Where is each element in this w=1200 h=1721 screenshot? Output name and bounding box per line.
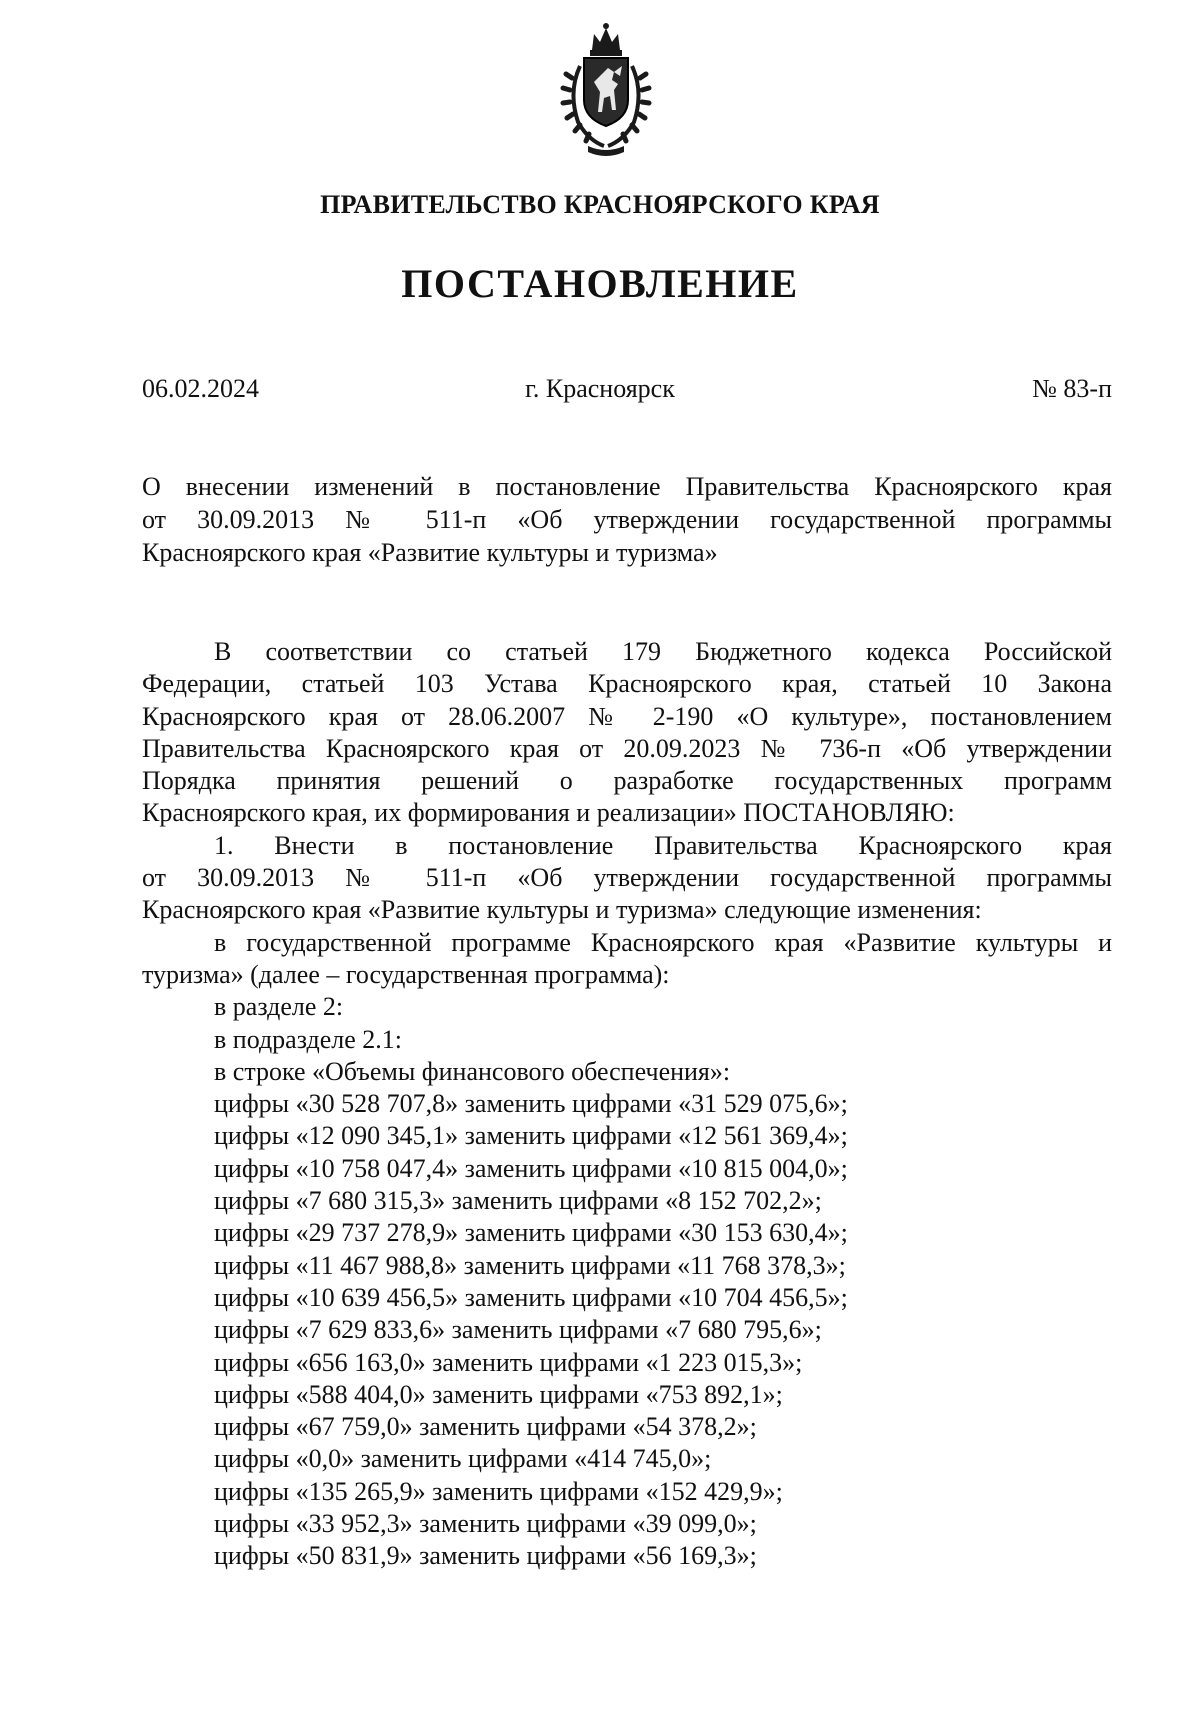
subject-line: от 30.09.2013 № 511-п «Об утверждении государственной программы	[142, 505, 1112, 534]
coat-of-arms-icon	[558, 22, 654, 158]
program-line: туризма» (далее – государственная программа):	[142, 959, 670, 989]
item-1-line: Красноярского края «Развитие культуры и туризма» следующие изменения:	[142, 895, 982, 925]
item-1-line: 1. Внести в постановление Правительства Красноярского края	[214, 830, 1112, 860]
preamble-line: В соответствии со статьей 179 Бюджетного кодекса Российской	[214, 637, 1112, 666]
document-body	[142, 636, 1112, 1573]
document-subject	[142, 470, 1112, 569]
replacement-line: цифры «7 629 833,6» заменить цифрами «7 680 795,6»;	[214, 1315, 822, 1345]
replacement-line: цифры «50 831,9» заменить цифрами «56 169,3»;	[214, 1541, 757, 1571]
preamble-line: Правительства Красноярского края от 20.09.2023 № 736-п «Об утверждении	[142, 733, 1112, 763]
section-line: в разделе 2:	[214, 992, 344, 1022]
replacement-line: цифры «30 528 707,8» заменить цифрами «31 529 075,6»;	[214, 1089, 848, 1119]
document-date: 06.02.2024	[142, 374, 259, 403]
subsection-line: в подразделе 2.1:	[214, 1024, 403, 1054]
replacement-line: цифры «67 759,0» заменить цифрами «54 378,2»;	[214, 1412, 757, 1442]
replacement-line: цифры «12 090 345,1» заменить цифрами «12 561 369,4»;	[214, 1121, 848, 1151]
organization-title: ПРАВИТЕЛЬСТВО КРАСНОЯРСКОГО КРАЯ	[320, 190, 880, 219]
preamble-line: Федерации, статьей 103 Устава Красноярского края, статьей 10 Закона	[142, 669, 1112, 699]
document-type-title: ПОСТАНОВЛЕНИЕ	[401, 261, 799, 306]
replacement-line: цифры «0,0» заменить цифрами «414 745,0»;	[214, 1444, 712, 1474]
replacement-line: цифры «10 639 456,5» заменить цифрами «10 704 456,5»;	[214, 1282, 848, 1312]
replacement-line: цифры «588 404,0» заменить цифрами «753 892,1»;	[214, 1379, 783, 1409]
replacement-list	[142, 1088, 1112, 1572]
replacement-line: цифры «29 737 278,9» заменить цифрами «30 153 630,4»;	[214, 1218, 848, 1248]
document-city: г. Красноярск	[525, 374, 675, 403]
subject-line: О внесении изменений в постановление Правительства Красноярского края	[142, 472, 1112, 501]
replacement-line: цифры «11 467 988,8» заменить цифрами «11 768 378,3»;	[214, 1250, 846, 1280]
document-number: № 83-п	[1032, 374, 1112, 403]
row-line: в строке «Объемы финансового обеспечения»:	[214, 1056, 731, 1086]
preamble-line: Порядка принятия решений о разработке государственных программ	[142, 766, 1112, 796]
replacement-line: цифры «7 680 315,3» заменить цифрами «8 152 702,2»;	[214, 1186, 822, 1216]
replacement-line: цифры «656 163,0» заменить цифрами «1 223 015,3»;	[214, 1347, 803, 1377]
preamble-line: Красноярского края, их формирования и реализации» ПОСТАНОВЛЯЮ:	[142, 798, 955, 828]
replacement-line: цифры «135 265,9» заменить цифрами «152 429,9»;	[214, 1476, 783, 1506]
item-1-line: от 30.09.2013 № 511-п «Об утверждении государственной программы	[142, 863, 1112, 893]
preamble-line: Красноярского края от 28.06.2007 № 2-190 «О культуре», постановлением	[142, 701, 1112, 731]
program-line: в государственной программе Красноярского края «Развитие культуры и	[214, 927, 1112, 957]
replacement-line: цифры «10 758 047,4» заменить цифрами «10 815 004,0»;	[214, 1153, 848, 1183]
replacement-line: цифры «33 952,3» заменить цифрами «39 099,0»;	[214, 1509, 757, 1539]
subject-line: Красноярского края «Развитие культуры и туризма»	[142, 538, 718, 567]
